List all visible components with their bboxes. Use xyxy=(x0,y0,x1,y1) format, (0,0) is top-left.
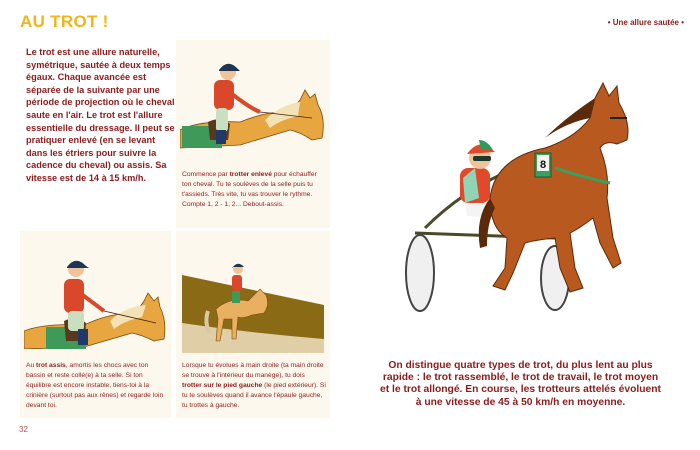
rider-in-arena-illustration xyxy=(180,253,326,353)
panel-pied-gauche xyxy=(176,231,330,418)
rider-trotting-enleve-illustration xyxy=(180,50,326,150)
panel-trot-enleve xyxy=(176,40,330,228)
section-label: • Une allure sautée • xyxy=(607,18,684,27)
page-number: 32 xyxy=(19,425,28,434)
rider-trotting-assis-illustration xyxy=(24,249,167,349)
harness-racing-trotter-sulky-illustration xyxy=(395,78,645,318)
panel-caption: Commence par trotter enlevé pour échauffer ton cheval. Tu te soulèves de la selle puis tu t'assieds. Très vite, tu vas trouver le rythme. Compte 1, 2 - 1, 2... Debout-assis. xyxy=(182,171,317,209)
panel-trot-assis xyxy=(20,231,171,418)
page-title: AU TROT ! xyxy=(20,12,109,31)
intro-paragraph: Le trot est une allure naturelle, symétrique, sautée à deux temps égaux. Chaque avancée est séparée de la suivante par une période de projection où le cheval saute en l'air. Le trot est l'allure essentielle du dressage. Il peut se pratiquer enlevé (en se levant dans les étriers pour suivre la cadence du cheval) ou assis. Sa vitesse est de 14 à 15 km/h. xyxy=(26,47,175,183)
feature-paragraph: On distingue quatre types de trot, du plus lent au plus rapide : le trot rassemblé, le trot de travail, le trot moyen et le trot allongé. En course, les trotteurs attelés évoluent à une vitesse de 45 à 50 km/h en moyenne. xyxy=(380,360,661,408)
panel-caption: Au trot assis, amortis les chocs avec ton bassin et reste collé(e) à ta selle. Si ton équilibre est encore instable, tiens-toi à la crinière (surtout pas aux rênes) et regarde loin devant toi. xyxy=(26,362,164,410)
saddle-cloth-number: 8 xyxy=(539,159,547,171)
panel-caption: Lorsque tu évolues à main droite (ta main droite se trouve à l'intérieur du manège), tu dois trotter sur le pied gauche (le pied extérieur). Si tu te soulèves quand il avance l'épaule gauche, tu trottes à gauche. xyxy=(182,362,326,410)
